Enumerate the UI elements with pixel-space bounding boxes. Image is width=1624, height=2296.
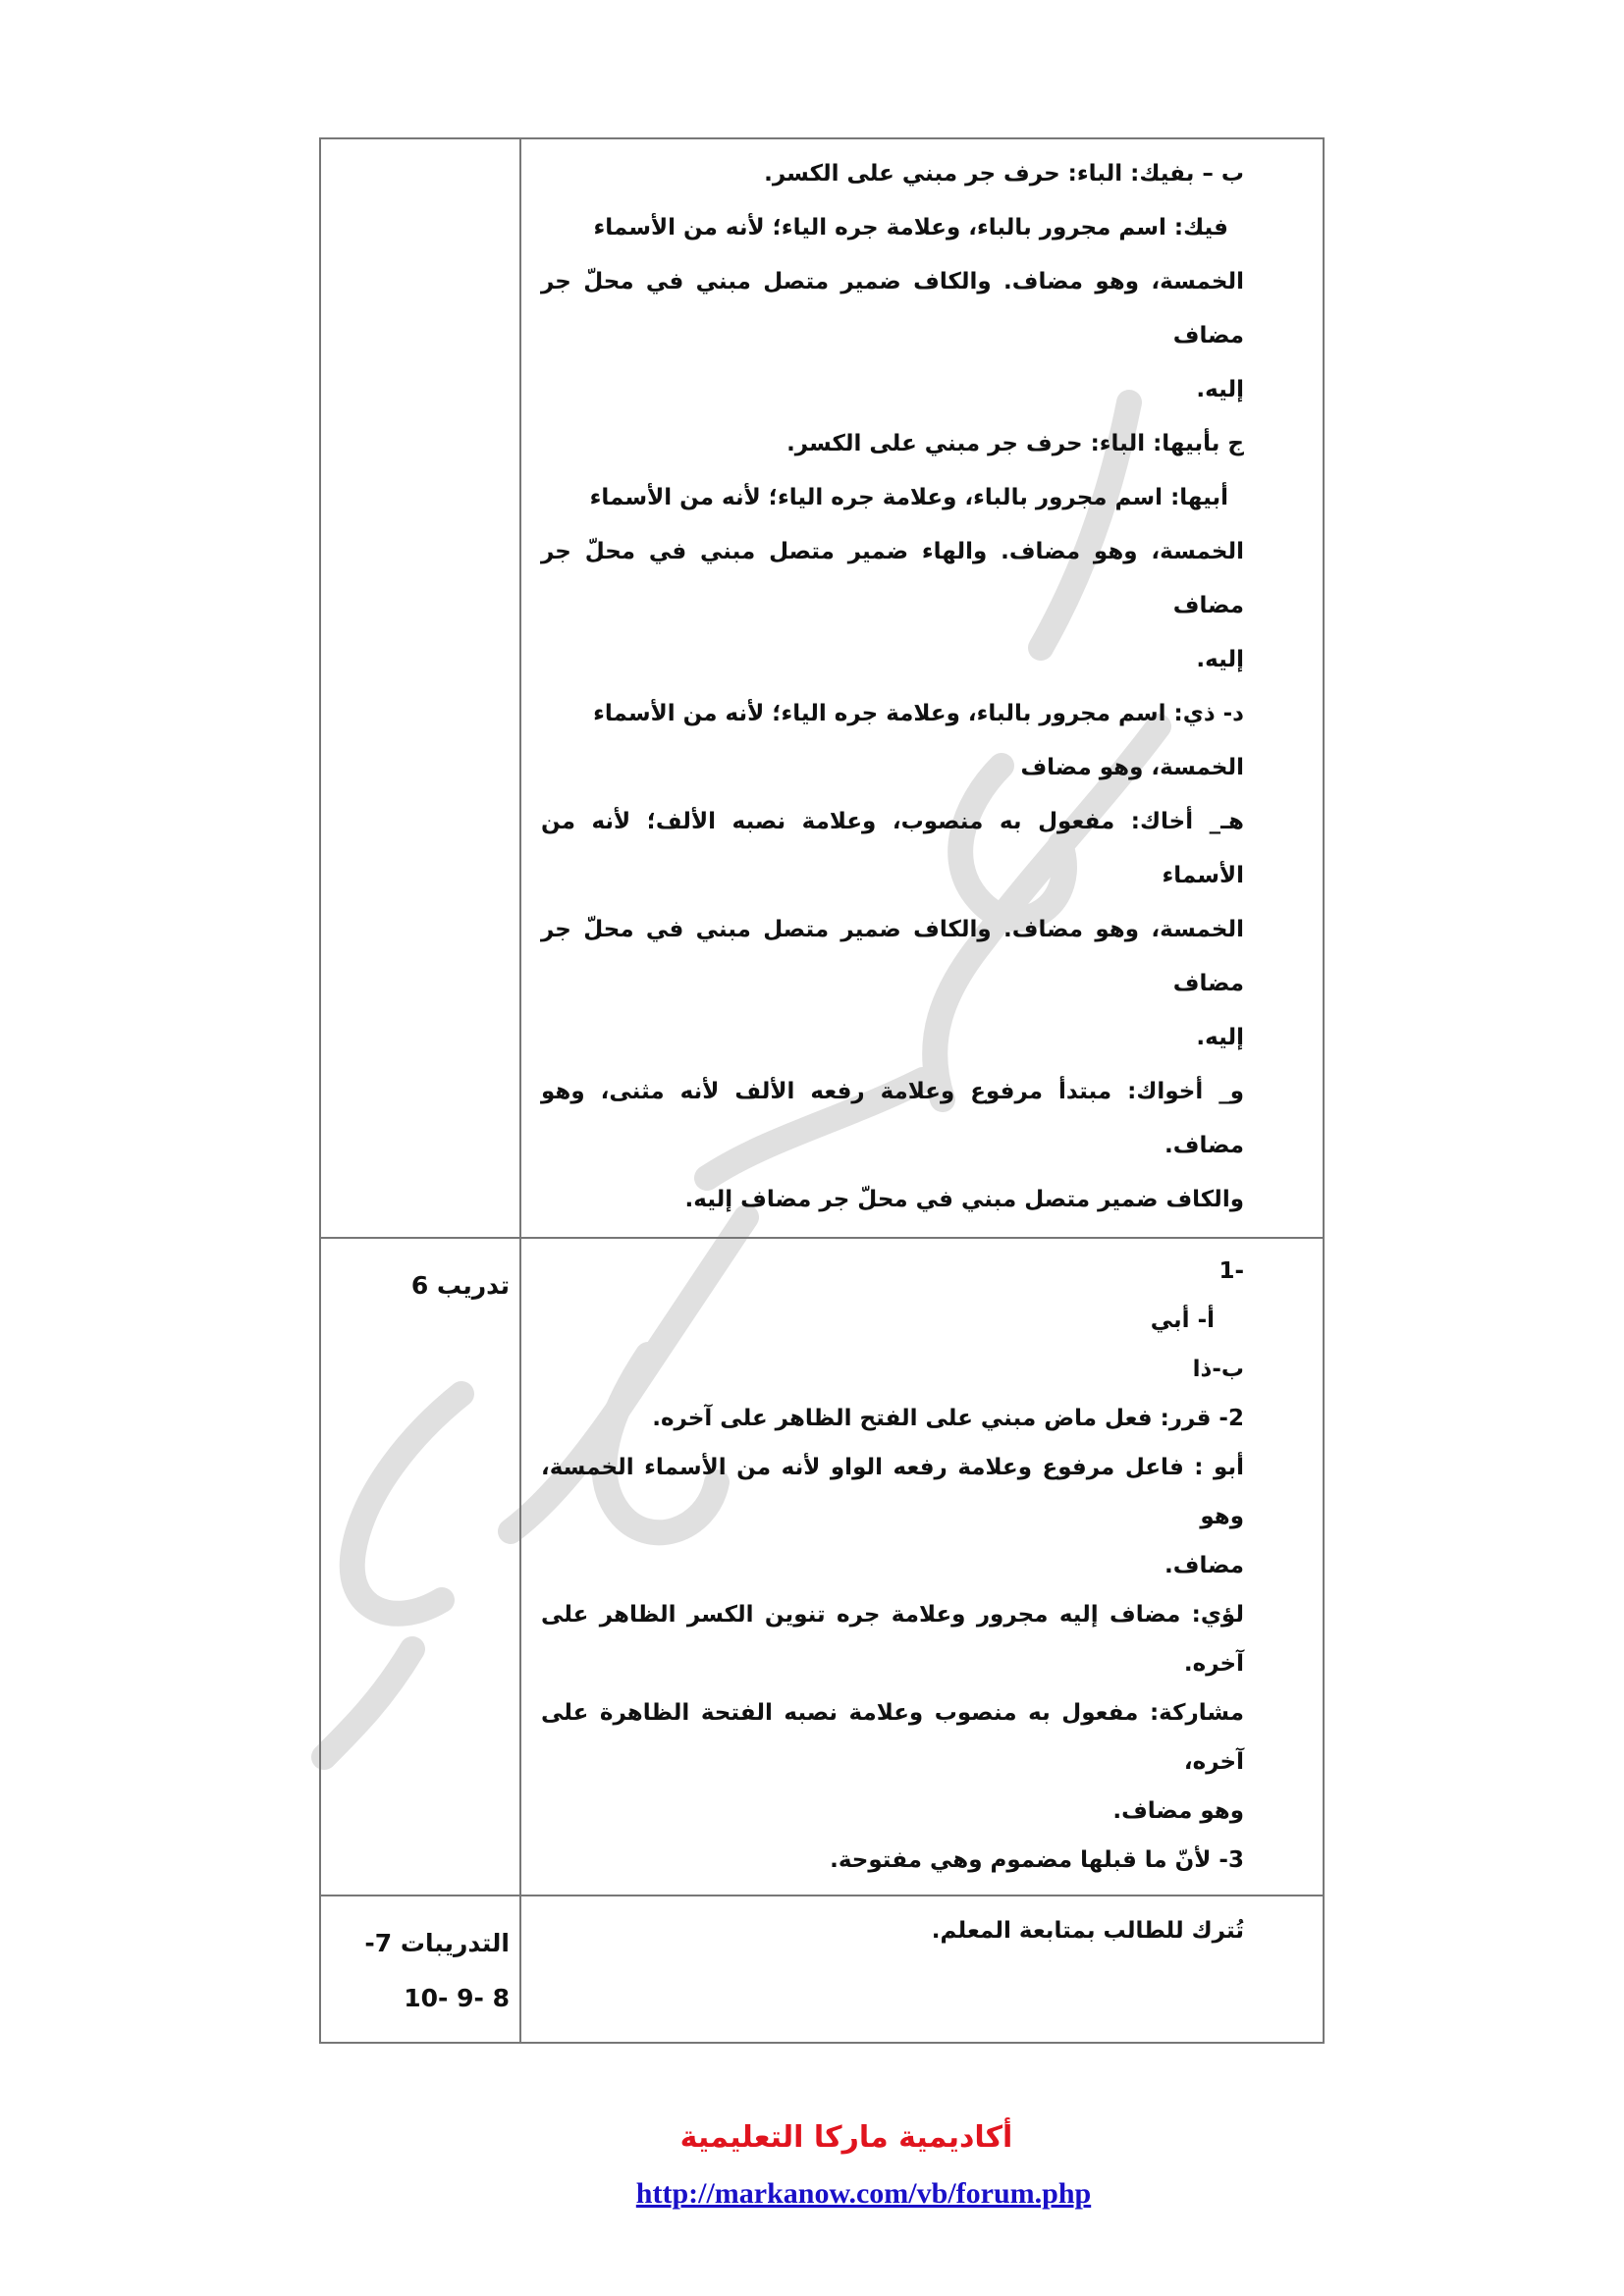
text-line: والكاف ضمير متصل مبني في محلّ جر مضاف إليه.: [684, 1187, 1244, 1212]
text-line: الخمسة، وهو مضاف: [1020, 755, 1244, 780]
table-row: [320, 1238, 1324, 1896]
exercise-label: التدريبات 7-: [364, 1929, 510, 1957]
text-line: مضاف.: [1164, 1553, 1244, 1578]
row-label: [320, 1896, 520, 2043]
row-content: [520, 1238, 1324, 1896]
text-line: فيك: اسم مجرور بالباء، وعلامة جره الياء؛ لأنه من الأسماء: [593, 215, 1228, 240]
text-line: وهو مضاف.: [1112, 1798, 1244, 1824]
text-line: الخمسة، وهو مضاف. والكاف ضمير متصل مبني في محلّ جر مضاف: [541, 269, 1244, 348]
text-line: -1: [1218, 1258, 1244, 1284]
text-line: إليه.: [1196, 1025, 1244, 1050]
text-line: الخمسة، وهو مضاف. والكاف ضمير متصل مبني في محلّ جر مضاف: [541, 917, 1244, 996]
text-line: إليه.: [1196, 377, 1244, 402]
text-line: الخمسة، وهو مضاف. والهاء ضمير متصل مبني في محلّ جر مضاف: [541, 539, 1244, 618]
footer-link[interactable]: http://markanow.com/vb/forum.php: [635, 2177, 1092, 2210]
row-label: [320, 138, 520, 1238]
text-line: 2- قرر: فعل ماض مبني على الفتح الظاهر على آخره.: [652, 1406, 1244, 1431]
text-line: مشاركة: مفعول به منصوب وعلامة نصبه الفتحة الظاهرة على آخره،: [541, 1700, 1244, 1775]
text-line: أ- أبي: [1150, 1308, 1215, 1333]
text-line: إليه.: [1196, 647, 1244, 672]
exercise-label: تدريب 6: [410, 1271, 510, 1300]
table-row: [320, 1896, 1324, 2043]
text-line: ب-ذا: [1192, 1357, 1244, 1382]
row-label: [320, 1238, 520, 1896]
row-content: [520, 138, 1324, 1238]
text-line: و_ أخواك: مبتدأ مرفوع وعلامة رفعه الألف لأنه مثنى، وهو مضاف.: [541, 1079, 1244, 1158]
text-line: د- ذي: اسم مجرور بالباء، وعلامة جره الياء؛ لأنه من الأسماء: [593, 701, 1244, 726]
row-content: [520, 1896, 1324, 2043]
exercise-label: 8 -9 -10: [404, 1984, 510, 2012]
text-line: لؤي: مضاف إليه مجرور وعلامة جره تنوين الكسر الظاهر على آخره.: [541, 1602, 1244, 1677]
text-line: أبو : فاعل مرفوع وعلامة رفعه الواو لأنه من الأسماء الخمسة، وهو: [541, 1455, 1244, 1529]
text-line: أبيها: اسم مجرور بالباء، وعلامة جره الياء؛ لأنه من الأسماء: [589, 485, 1228, 510]
footer-title: أكاديمية ماركا التعليمية: [679, 2120, 1013, 2155]
table-row: [320, 138, 1324, 1238]
text-line: تُترك للطالب بمتابعة المعلم.: [931, 1918, 1244, 1944]
text-line: 3- لأنّ ما قبلها مضموم وهي مفتوحة.: [830, 1847, 1244, 1873]
text-line: هـ_ أخاك: مفعول به منصوب، وعلامة نصبه الألف؛ لأنه من الأسماء: [541, 809, 1244, 888]
text-line: ج بأبيها: الباء: حرف جر مبني على الكسر.: [786, 431, 1244, 456]
answers-table: [319, 137, 1325, 2044]
text-line: ب – بفيك: الباء: حرف جر مبني على الكسر.: [764, 161, 1244, 187]
